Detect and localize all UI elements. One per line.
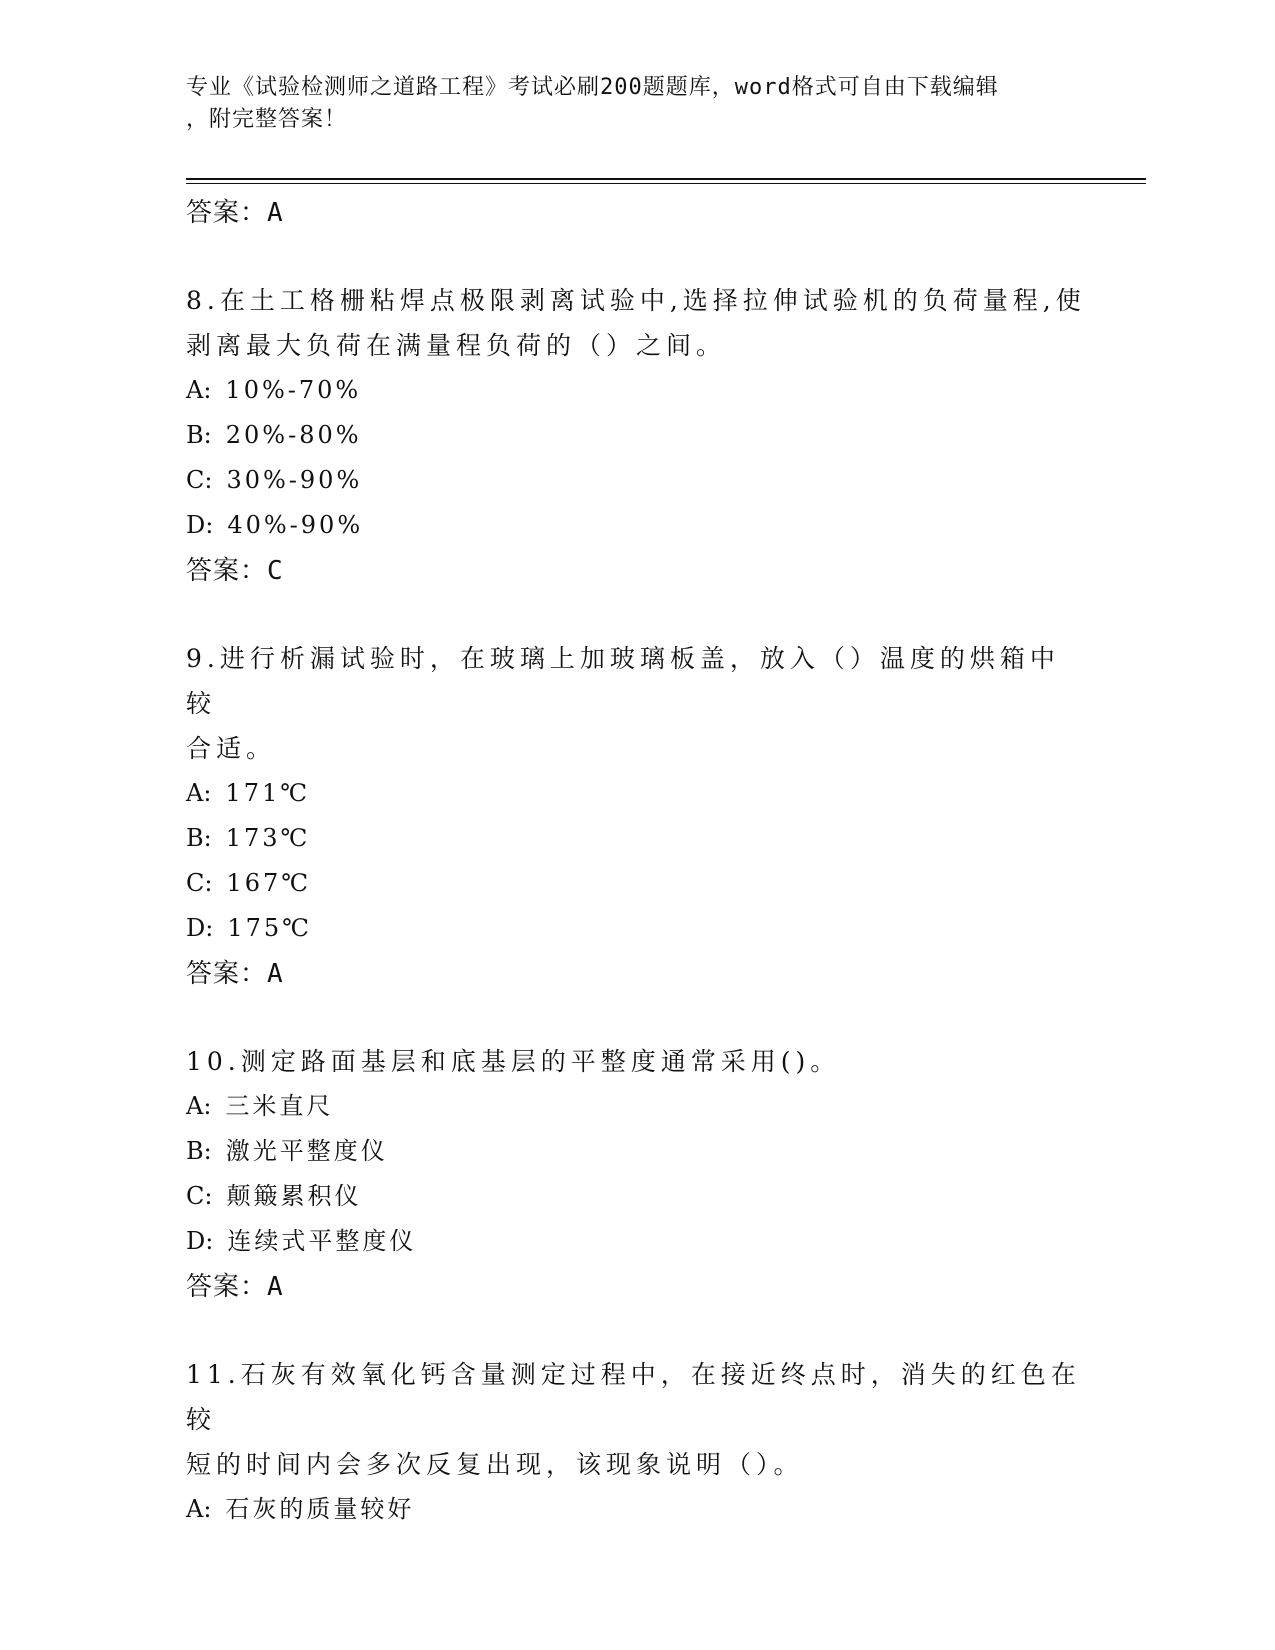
option-c [186,1174,1086,1219]
question-stem-line: 11.石灰有效氧化钙含量测定过程中，在接近终点时，消失的红色在较 [186,1360,1081,1434]
document-header [186,72,1066,136]
answer-line: 答案：A [186,959,284,989]
option-d [186,1219,1086,1264]
option-d [186,906,1086,951]
option-text: 167℃ [226,869,312,897]
question-11 [186,1352,1086,1532]
question-stem-line: 8.在土工格栅粘焊点极限剥离试验中,选择拉伸试验机的负荷量程,使 [186,286,1086,315]
option-text: 激光平整度仪 [225,1137,388,1165]
option-label: C: [186,1182,213,1210]
question-9 [186,636,1086,997]
option-text: 10%-70% [225,376,362,404]
question-stem-line: 合适。 [186,734,277,763]
option-a [186,368,1086,413]
option-label: A: [186,376,212,404]
option-label: B: [186,824,212,852]
header-line-2: ，附完整答案！ [186,107,348,132]
answer-line: 答案：A [186,1272,284,1302]
option-label: C: [186,869,213,897]
option-text: 20%-80% [225,421,362,449]
option-text: 30%-90% [226,466,363,494]
header-line-1: 专业《试验检测师之道路工程》考试必刷200题题库，word格式可自由下载编辑 [186,75,999,100]
option-label: A: [186,779,212,807]
option-a [186,1084,1086,1129]
answer-line: 答案：C [186,556,284,586]
option-label: C: [186,466,213,494]
question-stem-line: 10.测定路面基层和底基层的平整度通常采用()。 [186,1047,841,1076]
option-text: 颠簸累积仪 [226,1182,362,1210]
option-a [186,771,1086,816]
option-text: 171℃ [225,779,311,807]
question-8 [186,278,1086,594]
option-label: A: [186,1092,212,1120]
option-c [186,458,1086,503]
option-text: 40%-90% [227,511,364,539]
header-divider-thin [186,183,1146,184]
option-a [186,1487,1086,1532]
question-stem-line: 剥离最大负荷在满量程负荷的（）之间。 [186,331,727,360]
option-text: 连续式平整度仪 [227,1227,417,1255]
option-label: B: [186,421,212,449]
question-10 [186,1039,1086,1310]
option-text: 石灰的质量较好 [225,1495,415,1523]
question-stem-line: 短的时间内会多次反复出现，该现象说明（）。 [186,1450,804,1479]
option-d [186,503,1086,548]
question-list [186,190,1086,1532]
option-label: D: [186,914,214,942]
option-text: 175℃ [227,914,312,942]
option-b [186,1129,1086,1174]
option-c [186,861,1086,906]
option-label: A: [186,1495,212,1523]
option-label: D: [186,511,214,539]
option-b [186,413,1086,458]
option-label: D: [186,1227,214,1255]
option-b [186,816,1086,861]
answer-line: 答案：A [186,198,284,228]
question-stem-line: 9.进行析漏试验时，在玻璃上加玻璃板盖，放入（）温度的烘箱中较 [186,644,1060,718]
header-divider-thick [186,178,1146,180]
option-text: 三米直尺 [225,1092,334,1120]
option-text: 173℃ [225,824,311,852]
option-label: B: [186,1137,212,1165]
